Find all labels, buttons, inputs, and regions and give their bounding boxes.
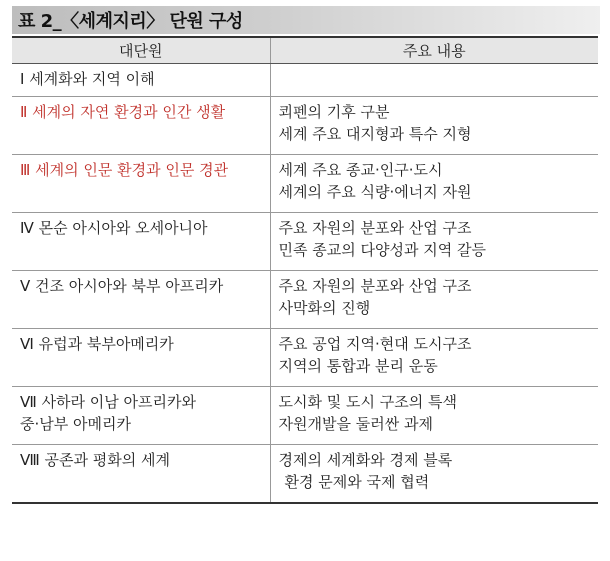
unit-cell	[12, 329, 270, 387]
unit-line: Ⅳ 몬순 아시아와 오세아니아	[20, 219, 208, 237]
content-cell	[270, 271, 598, 329]
unit-cell	[12, 64, 270, 97]
unit-cell	[12, 97, 270, 155]
content-cell	[270, 445, 598, 503]
content-line: 민족 종교의 다양성과 지역 갈등	[278, 241, 486, 259]
unit-line: Ⅷ 공존과 평화의 세계	[20, 451, 170, 469]
unit-line: Ⅵ 유럽과 북부아메리카	[20, 335, 174, 353]
table-title: 표 2_〈세계지리〉 단원 구성	[18, 11, 243, 32]
unit-cell	[12, 155, 270, 213]
content-cell	[270, 213, 598, 271]
table-row	[12, 271, 598, 329]
content-line: 세계의 주요 식량·에너지 자원	[278, 183, 472, 201]
content-line: 도시화 및 도시 구조의 특색	[278, 393, 457, 411]
content-line: 환경 문제와 국제 협력	[284, 473, 430, 491]
content-cell	[270, 97, 598, 155]
unit-cell	[12, 387, 270, 445]
header-content: 주요 내용	[270, 37, 598, 64]
unit-line: Ⅰ 세계화와 지역 이해	[20, 70, 155, 88]
unit-cell	[12, 213, 270, 271]
unit-cell	[12, 271, 270, 329]
unit-table	[12, 36, 598, 504]
content-cell	[270, 329, 598, 387]
content-line: 주요 자원의 분포와 산업 구조	[278, 219, 472, 237]
document	[12, 6, 600, 504]
table-row	[12, 64, 598, 97]
content-line: 사막화의 진행	[278, 299, 371, 317]
unit-line: Ⅱ 세계의 자연 환경과 인간 생활	[20, 103, 226, 121]
content-line: 세계 주요 종교·인구·도시	[278, 161, 443, 179]
content-line: 주요 자원의 분포와 산업 구조	[278, 277, 472, 295]
table-row	[12, 155, 598, 213]
content-line: 세계 주요 대지형과 특수 지형	[278, 125, 472, 143]
content-line: 경제의 세계화와 경제 블록	[278, 451, 453, 469]
unit-cell	[12, 445, 270, 503]
header-unit: 대단원	[12, 37, 270, 64]
header-row	[12, 37, 598, 64]
table-row	[12, 213, 598, 271]
unit-line: Ⅲ 세계의 인문 환경과 인문 경관	[20, 161, 229, 179]
content-line: 쾨펜의 기후 구분	[278, 103, 390, 121]
table-row	[12, 445, 598, 503]
table-title-bar	[12, 6, 600, 34]
content-cell	[270, 387, 598, 445]
unit-line: Ⅴ 건조 아시아와 북부 아프리카	[20, 277, 224, 295]
content-cell	[270, 155, 598, 213]
content-cell	[270, 64, 598, 97]
table-row	[12, 97, 598, 155]
unit-line: 중·남부 아메리카	[20, 415, 131, 433]
content-line: 자원개발을 둘러싼 과제	[278, 415, 433, 433]
unit-line: Ⅶ 사하라 이남 아프리카와	[20, 393, 196, 411]
table-row	[12, 387, 598, 445]
content-line: 지역의 통합과 분리 운동	[278, 357, 438, 375]
content-line: 주요 공업 지역·현대 도시구조	[278, 335, 472, 353]
table-row	[12, 329, 598, 387]
